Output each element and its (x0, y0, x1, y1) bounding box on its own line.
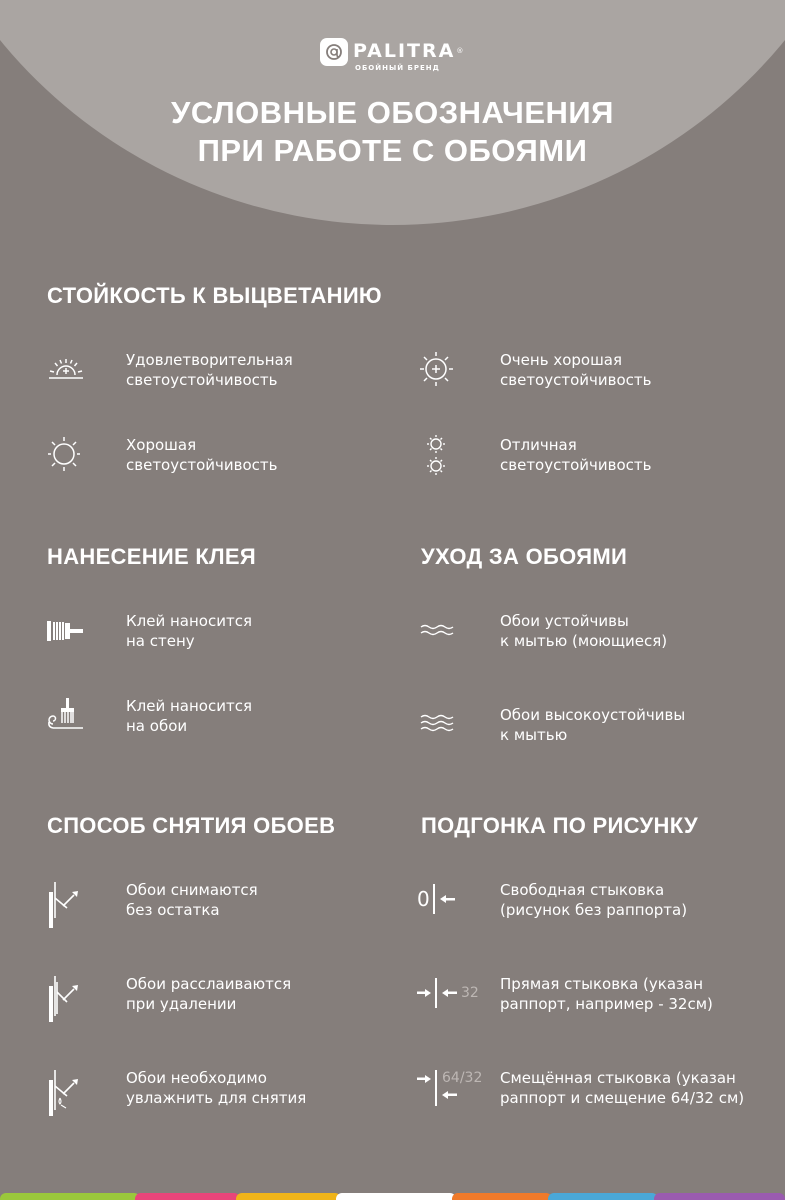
straight-match-symbol: 32 (461, 985, 479, 1001)
bottom-color-strip (0, 1193, 785, 1200)
matching-item-offset-text: Смещённая стыковка (указан раппорт и смещение 64/32 см) (500, 1069, 745, 1107)
glue-item-wall (47, 609, 377, 653)
fading-item-very-good (420, 348, 760, 392)
removal-item-peelable (47, 972, 377, 1016)
fading-item-good (47, 433, 377, 477)
care-item-washable-text: Обои устойчивы к мытью (моющиеся) (500, 612, 668, 650)
fading-item-satisfactory (47, 348, 377, 392)
glue-item-wall-text: Клей наносится на стену (126, 612, 252, 650)
straight-match-icon (415, 972, 495, 1016)
matching-item-straight-text: Прямая стыковка (указан раппорт, например - 32см) (500, 975, 713, 1013)
double-sun-icon (420, 433, 456, 477)
matching-item-offset (415, 1066, 760, 1110)
brush-on-roll-icon (47, 694, 87, 738)
sun-icon (47, 433, 83, 477)
peel-off-icon (47, 878, 87, 922)
matching-item-free (415, 878, 760, 922)
glue-section-title: НАНЕСЕНИЕ КЛЕЯ (47, 544, 256, 569)
peel-wet-icon (47, 1066, 87, 1110)
page-title-line2: ПРИ РАБОТЕ С ОБОЯМИ (197, 133, 588, 168)
three-waves-icon (420, 703, 456, 747)
free-match-icon (415, 878, 485, 922)
fading-item-excellent-text: Отличная светоустойчивость (500, 436, 652, 474)
removal-section-title: СПОСОБ СНЯТИЯ ОБОЕВ (47, 813, 336, 838)
removal-item-peelable-text: Обои расслаиваются при удалении (126, 975, 292, 1013)
fading-section-title: СТОЙКОСТЬ К ВЫЦВЕТАНИЮ (47, 283, 382, 308)
care-section-title: УХОД ЗА ОБОЯМИ (421, 544, 628, 569)
glue-item-paper (47, 694, 377, 738)
fading-item-good-text: Хорошая светоустойчивость (126, 436, 278, 474)
fading-item-excellent (420, 433, 760, 477)
free-match-symbol: 0 (417, 887, 430, 911)
care-item-washable (420, 609, 760, 653)
removal-item-wet-text: Обои необходимо увлажнить для снятия (126, 1069, 307, 1107)
page-title (0, 94, 785, 170)
sun-plus-icon (420, 348, 456, 392)
two-waves-icon (420, 609, 456, 653)
fading-item-satisfactory-text: Удовлетворительная светоустойчивость (126, 351, 293, 389)
half-sun-plus-icon (47, 348, 87, 392)
offset-match-symbol: 64/32 (442, 1070, 483, 1086)
brand-tagline: ОБОЙНЫЙ БРЕНД (355, 64, 440, 72)
removal-item-strippable-text: Обои снимаются без остатка (126, 881, 258, 919)
glue-item-paper-text: Клей наносится на обои (126, 697, 252, 735)
peel-layered-icon (47, 972, 87, 1016)
brand-logo (320, 38, 470, 76)
fading-item-very-good-text: Очень хорошая светоустойчивость (500, 351, 652, 389)
brush-on-wall-icon (47, 609, 87, 653)
offset-match-icon (415, 1066, 497, 1110)
at-sign-icon (320, 38, 348, 66)
matching-item-straight (415, 972, 760, 1016)
care-item-highly-washable (420, 703, 760, 747)
removal-item-wet (47, 1066, 377, 1110)
removal-item-strippable (47, 878, 377, 922)
page-title-line1: УСЛОВНЫЕ ОБОЗНАЧЕНИЯ (171, 95, 614, 130)
matching-item-free-text: Свободная стыковка (рисунок без раппорта) (500, 881, 688, 919)
care-item-highly-washable-text: Обои высокоустойчивы к мытью (500, 706, 686, 744)
matching-section-title: ПОДГОНКА ПО РИСУНКУ (421, 813, 698, 838)
brand-name: PALITRA® (353, 40, 466, 62)
